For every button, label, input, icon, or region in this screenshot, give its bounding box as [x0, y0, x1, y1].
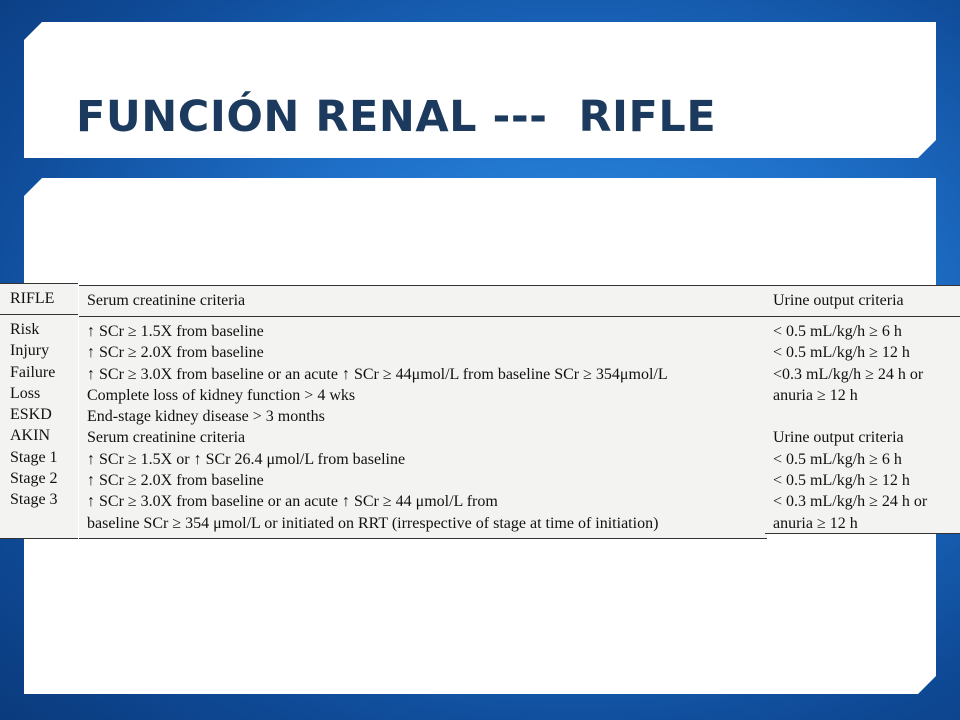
serum-column-header: Serum creatinine criteria [79, 285, 767, 317]
urine-criteria-row: < 0.5 mL/kg/h ≥ 6 h [773, 450, 902, 468]
serum-criteria-row: Serum creatinine criteria [87, 429, 246, 447]
urine-criteria-row: < 0.5 mL/kg/h ≥ 12 h [773, 344, 910, 362]
rifle-column-header: RIFLE [0, 283, 78, 315]
urine-criteria-row: <0.3 mL/kg/h ≥ 24 h or [773, 365, 924, 383]
stage-label: AKIN [10, 427, 50, 445]
urine-criteria-row: < 0.3 mL/kg/h ≥ 24 h or [773, 493, 928, 511]
stage-label: Stage 3 [10, 491, 58, 509]
serum-criteria-row: ↑ SCr ≥ 3.0X from baseline or an acute ↑ SCr ≥ 44 μmol/L from [87, 493, 498, 511]
stage-label: ESKD [10, 406, 52, 424]
serum-criteria-row: baseline SCr ≥ 354 μmol/L or initiated on RRT (irrespective of stage at time of initiation) [87, 514, 659, 532]
serum-criteria-row: End-stage kidney disease > 3 months [87, 408, 325, 426]
stage-label: Risk [10, 321, 40, 338]
urine-criteria-row: anuria ≥ 12 h [773, 514, 858, 532]
urine-column-header: Urine output criteria [765, 285, 960, 317]
slide-title: FUNCIÓN RENAL --- RIFLE [76, 92, 717, 142]
urine-criteria-row: < 0.5 mL/kg/h ≥ 6 h [773, 323, 902, 340]
stage-label: Stage 1 [10, 448, 58, 466]
stage-label: Failure [10, 363, 56, 381]
stage-label: Loss [10, 384, 41, 402]
stage-label: Stage 2 [10, 470, 58, 488]
serum-creatinine-column [79, 285, 767, 539]
serum-criteria-row: ↑ SCr ≥ 2.0X from baseline [87, 344, 264, 362]
urine-subheader: Urine output criteria [773, 429, 904, 447]
stage-label: Injury [10, 342, 50, 360]
rifle-stage-column [0, 283, 78, 539]
urine-output-column [765, 285, 960, 534]
serum-criteria-row: Complete loss of kidney function > 4 wks [87, 386, 356, 404]
serum-criteria-row: ↑ SCr ≥ 3.0X from baseline or an acute ↑ SCr ≥ 44μmol/L from baseline SCr ≥ 354μmol/L [87, 365, 668, 383]
urine-criteria-row: anuria ≥ 12 h [773, 386, 858, 404]
serum-criteria-row: ↑ SCr ≥ 1.5X or ↑ SCr 26.4 μmol/L from baseline [87, 450, 406, 468]
row-spacer [773, 406, 960, 427]
urine-criteria-row: < 0.5 mL/kg/h ≥ 12 h [773, 472, 910, 490]
serum-criteria-row: ↑ SCr ≥ 2.0X from baseline [87, 472, 264, 490]
serum-criteria-row: ↑ SCr ≥ 1.5X from baseline [87, 323, 264, 340]
